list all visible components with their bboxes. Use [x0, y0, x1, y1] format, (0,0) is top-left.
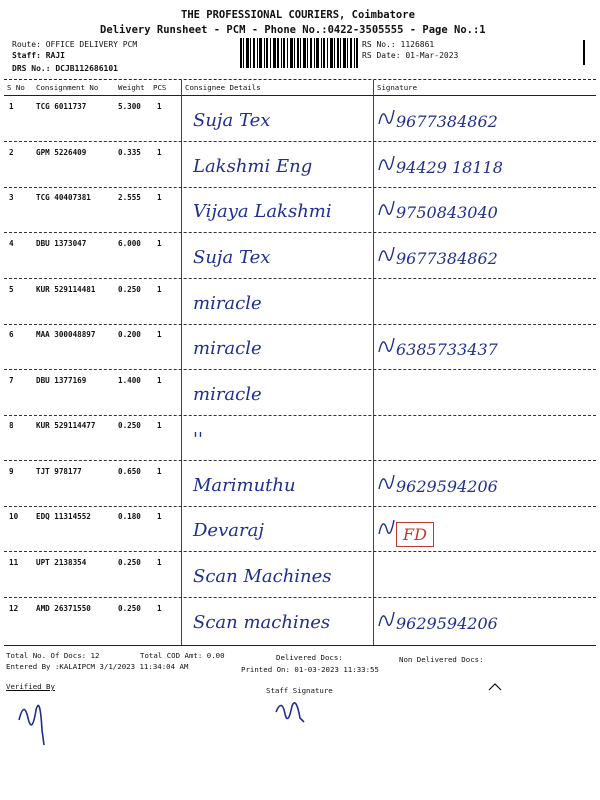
row-consignee-handwritten: Suja Tex: [193, 110, 271, 131]
row-pcs: 1: [157, 512, 162, 521]
row-weight: 0.250: [118, 421, 141, 430]
row-signature-scribble: [376, 330, 398, 360]
row-sno: 4: [9, 239, 14, 248]
row-signature-scribble: [376, 239, 398, 269]
row-consignment-no: GPM 5226409: [36, 148, 87, 157]
row-divider: [4, 324, 596, 325]
row-consignment-no: TJT 978177: [36, 467, 82, 476]
row-sno: 3: [9, 193, 14, 202]
row-weight: 5.300: [118, 102, 141, 111]
non-delivered-docs: Non Delivered Docs:: [399, 655, 484, 664]
verified-by: Verified By: [6, 682, 55, 691]
row-divider: [4, 415, 596, 416]
row-consignment-no: DBU 1377169: [36, 376, 87, 385]
row-signature-handwritten: FD: [396, 522, 434, 547]
row-divider: [4, 369, 596, 370]
row-consignment-no: AMD 26371550: [36, 604, 91, 613]
row-consignment-no: MAA 300048897: [36, 330, 96, 339]
route-label: Route: OFFICE DELIVERY PCM: [12, 40, 138, 49]
row-signature-scribble: [376, 148, 398, 178]
row-weight: 0.650: [118, 467, 141, 476]
total-docs: Total No. Of Docs: 12: [6, 651, 100, 660]
company-title: THE PROFESSIONAL COURIERS, Coimbatore: [181, 9, 415, 21]
row-signature-scribble: [376, 467, 398, 497]
rs-date: RS Date: 01-Mar-2023: [362, 51, 459, 60]
row-pcs: 1: [157, 193, 162, 202]
entered-by: Entered By :KALAIPCM 3/1/2023 11:34:04 AM: [6, 662, 189, 671]
row-weight: 1.400: [118, 376, 141, 385]
row-sno: 7: [9, 376, 14, 385]
row-consignment-no: EDQ 11314552: [36, 512, 91, 521]
row-weight: 0.250: [118, 558, 141, 567]
row-sno: 12: [9, 604, 19, 613]
runsheet-title: Delivery Runsheet - PCM - Phone No.:0422-3505555 - Page No.:1: [100, 24, 486, 36]
row-sno: 9: [9, 467, 14, 476]
row-consignment-no: KUR 529114481: [36, 285, 96, 294]
row-signature-scribble: [376, 604, 398, 634]
col-header-signature: Signature: [377, 83, 418, 92]
barcode-image: [240, 38, 358, 68]
row-consignee-handwritten: miracle: [193, 293, 262, 314]
row-consignee-handwritten: miracle: [193, 384, 262, 405]
row-divider: [4, 187, 596, 188]
header-mark: [583, 40, 586, 65]
row-signature-scribble: [376, 193, 398, 223]
total-cod: Total COD Amt: 0.00: [140, 651, 225, 660]
row-signature-handwritten: 9629594206: [396, 614, 498, 633]
row-signature-handwritten: 9677384862: [396, 249, 498, 268]
row-sno: 2: [9, 148, 14, 157]
row-consignment-no: UPT 2138354: [36, 558, 87, 567]
row-weight: 2.555: [118, 193, 141, 202]
row-pcs: 1: [157, 102, 162, 111]
rs-number: RS No.: 1126861: [362, 40, 435, 49]
row-pcs: 1: [157, 558, 162, 567]
row-consignee-handwritten: Scan Machines: [193, 566, 332, 587]
row-divider: [4, 551, 596, 552]
row-consignee-handwritten: '': [193, 429, 203, 450]
row-consignee-handwritten: Lakshmi Eng: [193, 156, 313, 177]
row-pcs: 1: [157, 421, 162, 430]
row-consignment-no: KUR 529114477: [36, 421, 96, 430]
row-consignee-handwritten: Suja Tex: [193, 247, 271, 268]
row-signature-handwritten: 9677384862: [396, 112, 498, 131]
row-pcs: 1: [157, 285, 162, 294]
row-consignment-no: TCG 40407381: [36, 193, 91, 202]
row-sno: 11: [9, 558, 19, 567]
row-consignment-no: DBU 1373047: [36, 239, 87, 248]
row-sno: 8: [9, 421, 14, 430]
row-pcs: 1: [157, 604, 162, 613]
col-header-pcs: PCS: [153, 83, 167, 92]
row-pcs: 1: [157, 330, 162, 339]
printed-on: Printed On: 01-03-2023 11:33:55: [241, 665, 379, 674]
row-consignee-handwritten: Scan machines: [193, 612, 331, 633]
row-signature-handwritten: 6385733437: [396, 340, 498, 359]
row-weight: 6.000: [118, 239, 141, 248]
row-pcs: 1: [157, 467, 162, 476]
staff-signature-label: Staff Signature: [266, 686, 333, 695]
row-consignee-handwritten: Marimuthu: [193, 475, 296, 496]
row-signature-scribble: [376, 512, 398, 542]
row-signature-handwritten: 9750843040: [396, 203, 498, 222]
col-header-weight: Weight: [118, 83, 145, 92]
row-signature-handwritten: 94429 18118: [396, 158, 503, 177]
row-pcs: 1: [157, 148, 162, 157]
row-divider: [4, 506, 596, 507]
col-header-consignment: Consignment No: [36, 83, 99, 92]
row-consignment-no: TCG 6011737: [36, 102, 87, 111]
row-sno: 1: [9, 102, 14, 111]
verified-signature: [14, 690, 64, 750]
row-pcs: 1: [157, 239, 162, 248]
col-header-consignee: Consignee Details: [185, 83, 261, 92]
row-weight: 0.200: [118, 330, 141, 339]
delivered-docs: Delivered Docs:: [276, 653, 343, 662]
row-weight: 0.335: [118, 148, 141, 157]
row-sno: 6: [9, 330, 14, 339]
footer-mark: [487, 682, 503, 692]
row-divider: [4, 460, 596, 461]
col-header-sno: S No: [7, 83, 25, 92]
row-sno: 5: [9, 285, 14, 294]
row-weight: 0.180: [118, 512, 141, 521]
drs-number: DRS No.: DCJB112686101: [12, 64, 118, 73]
row-divider: [4, 597, 596, 598]
row-weight: 0.250: [118, 604, 141, 613]
row-pcs: 1: [157, 376, 162, 385]
row-consignee-handwritten: Devaraj: [193, 520, 264, 541]
row-sno: 10: [9, 512, 19, 521]
row-divider: [4, 141, 596, 142]
row-weight: 0.250: [118, 285, 141, 294]
staff-label: Staff: RAJI: [12, 51, 65, 60]
row-consignee-handwritten: miracle: [193, 338, 262, 359]
staff-signature: [270, 692, 330, 732]
row-divider: [4, 232, 596, 233]
row-signature-scribble: [376, 102, 398, 132]
row-signature-handwritten: 9629594206: [396, 477, 498, 496]
row-divider: [4, 278, 596, 279]
row-consignee-handwritten: Vijaya Lakshmi: [193, 201, 332, 222]
